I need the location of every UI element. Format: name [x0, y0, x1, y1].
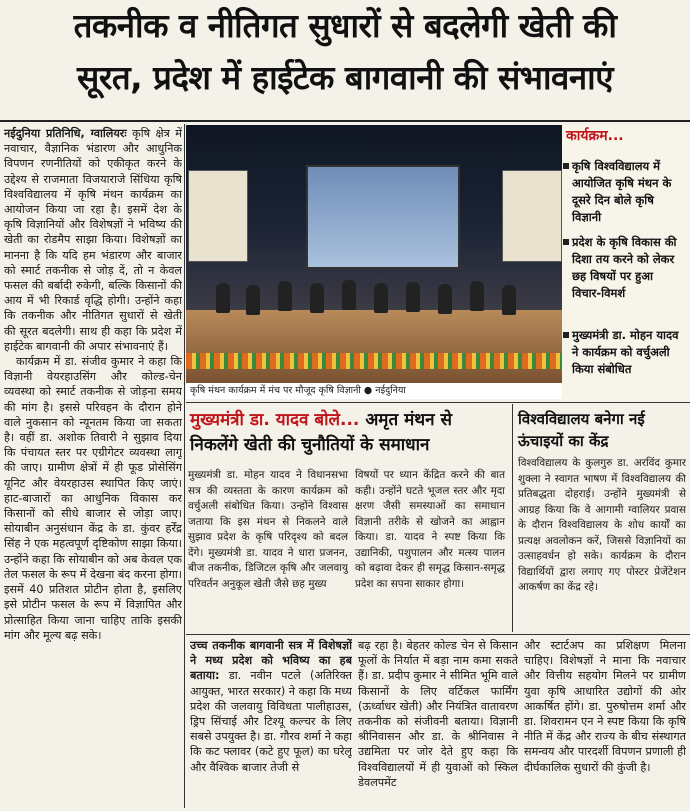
headline-line-1: तकनीक व नीतिगत सुधारों से बदलेगी खेती की	[73, 6, 617, 45]
section-rule	[186, 634, 690, 635]
stage-banner-right	[502, 170, 562, 262]
cm-story-col-1: मुख्यमंत्री डा. मोहन यादव ने विधानसभा सत्र की व्यस्तता के कारण कार्यक्रम को वर्चुअली संबोधित किया। उन्होंने विश्वास जताया कि इस मंथन से निकलने वाले सुझाव प्रदेश के कृषि परिदृश्य को बदल देंगे। मुख्यमंत्री डा. यादव ने धारा प्रजनन, बीज तकनीक, डिजिटल कृषि और जलवायु परिवर्तन अनुकूल खेती जैसे छह मुख्य	[188, 469, 348, 590]
cm-story-headline-line-2: निकलेंगे खेती की चुनौतियों के समाधान	[190, 435, 430, 455]
person	[278, 281, 292, 311]
person	[438, 284, 452, 314]
person	[502, 285, 516, 315]
headline-line-2: सूरत, प्रदेश में हाईटेक बागवानी की संभावनाएं	[77, 58, 613, 97]
univ-story-headline-line-2: ऊंचाइयों का केंद्र	[518, 432, 609, 450]
bottom-lead: उच्च तकनीक बागवानी सत्र में विशेषज्ञों ने मध्य प्रदेश को भविष्य का हब बताया:	[190, 639, 352, 683]
cm-story-col-2: विषयों पर ध्यान केंद्रित करने की बात कही। उन्होंने घटते भूजल स्तर और मृदा क्षरण जैसी समस्याओं का समाधान विज्ञानी तरीके से खोजने का आह्वान किया। डा. यादव ने स्पष्ट किया कि उद्यानिकी, पशुपालन और मत्स्य पालन को बढ़ावा देकर ही समृद्ध किसान-समृद्ध प्रदेश का सपना साकार होगा।	[355, 469, 505, 590]
column-divider	[184, 124, 185, 808]
bottom-col-2: बढ़ रहा है। बेहतर कोल्ड चेन से किसान फूलों के निर्यात में बड़ा नाम कमा सकते हैं। डा. प्रदीप कुमार ने सीमित भूमि वाले किसानों के लिए वर्टिकल फार्मिंग (ऊर्ध्वाधर खेती) और नियंत्रित वातावरण तकनीक को संजीवनी बताया। विज्ञानी श्रीनिवासन और डा. के श्रीनिवास ने उद्यमिता पर जोर देते हुए कहा कि विश्वविद्यालयों में ही युवाओं को स्किल डेवलपमेंट	[358, 639, 518, 789]
cm-story-headline-red: मुख्यमंत्री डा. यादव बोले...	[190, 410, 360, 430]
cm-story-headline	[190, 408, 506, 458]
person	[406, 282, 420, 312]
photo-caption-text: कृषि मंथन कार्यक्रम में मंच पर मौजूद कृषि विज्ञानी	[190, 385, 361, 396]
univ-story-headline	[518, 408, 688, 452]
person	[470, 281, 484, 311]
bottom-col-1-text: डा. नवीन पटले (अतिरिक्त आयुक्त, भारत सरकार) ने कहा कि मध्य प्रदेश की जलवायु विविधता पालीहाउस, ड्रिप सिंचाई और टिश्यू कल्चर के लिए सबसे उपयुक्त है। डा. गौरव शर्मा ने कहा कि कट फ्लावर (कटे हुए फूल) का घरेलू और वैश्विक बाजार तेजी से	[190, 669, 352, 774]
photo-credit: ● नईदुनिया	[363, 385, 406, 396]
univ-story-headline-line-1: विश्वविद्यालय बनेगा नई	[518, 410, 645, 428]
left-column	[4, 126, 182, 806]
stage-table	[186, 310, 562, 383]
person	[216, 283, 230, 313]
column-divider	[512, 404, 513, 632]
main-headline	[0, 0, 690, 122]
person	[310, 283, 324, 313]
byline: नईदुनिया प्रतिनिधि, ग्वालियरः	[4, 127, 127, 140]
headline-rule	[0, 120, 690, 122]
karyakram-item: कृषि विश्वविद्यालय में आयोजित कृषि मंथन के दूसरे दिन बोले कृषि विज्ञानी	[572, 158, 686, 226]
person	[342, 280, 356, 310]
karyakram-title: कार्यक्रम...	[566, 128, 624, 144]
photo-caption	[186, 383, 562, 399]
stage-banner-left	[188, 170, 248, 262]
univ-story-text: विश्वविद्यालय के कुलगुरु डा. अरविंद कुमार शुक्ला ने स्वागत भाषण में विश्वविद्यालय की प्रतिबद्धता दोहराई। उन्होंने मुख्यमंत्री से आग्रह किया कि वे आगामी ग्वालियर प्रवास के दौरान विश्वविद्यालय के शोध कार्यों का प्रत्यक्ष अवलोकन करें, जिससे विज्ञानियों का उत्साहवर्धन हो सके। कार्यक्रम के दौरान विद्यार्थियों द्वारा लगाए गए पोस्टर प्रेजेंटेशन आकर्षण का केंद्र रहे।	[518, 457, 686, 593]
cm-story-headline-rest: अमृत मंथन से	[365, 410, 452, 430]
person	[374, 283, 388, 313]
event-photo	[186, 125, 562, 383]
person	[246, 285, 260, 315]
flower-decoration	[186, 353, 562, 369]
bottom-col-1	[190, 638, 352, 808]
left-column-para-2: कार्यक्रम में डा. संजीव कुमार ने कहा कि विज्ञानी वेयरहाउसिंग और कोल्ड-चेन व्यवस्था को स्मार्ट तकनीक से जोड़ना समय की मांग है। इससे परिवहन के दौरान होने वाले नुकसान को न्यूनतम किया जा सकता है। वहीं डा. अशोक तिवारी ने सुझाव दिया कि पंचायत स्तर पर एग्रीगेटर व्यवस्था लागू की जाए। ग्रामीण क्षेत्रों में ही फूड प्रोसेसिंग यूनिट और वेयरहाउस स्थापित किए जाएं। हाट-बाजारों का आधुनिक विकास कर किसानों को सीधे बाजार से जोड़ा जाए। सोयाबीन अनुसंधान केंद्र के डा. कुंवर हर्रेंद्र सिंह ने एक महत्वपूर्ण दृष्टिकोण साझा किया। उन्होंने कहा कि सोयाबीन को अब केवल एक तेल फसल के रूप में देखना बंद करना होगा। इसमें 40 प्रतिशत प्रोटीन होता है, इसलिए इसे प्रोटीन फसल के रूप में विज्ञापित और प्रोत्साहित किया जाना चाहिए ताकि इसकी मांग और मूल्य बढ़ सके।	[4, 355, 182, 642]
left-column-text: कृषि क्षेत्र में नवाचार, वैज्ञानिक भंडारण और आधुनिक विपणन रणनीतियों को एकीकृत करने के उद्देश्य से राजमाता विजयाराजे सिंधिया कृषि विश्वविद्यालय में कृषि मंथन कार्यक्रम का आयोजन किया जा रहा है। इसमें देश के कृषि विज्ञानियों और विशेषज्ञों ने भविष्य की खेती का रोडमैप साझा किया। विशेषज्ञों का मानना है कि यदि हम भंडारण और बाजार को स्मार्ट तकनीक से जोड़ दें, तो न केवल फसल की बर्बादी रुकेगी, बल्कि किसानों की आय में भी रिकार्ड वृद्धि होगी। उन्होंने कहा कि तकनीक और नीतिगत सुधारों से खेती की सूरत बदलेगी। साथ ही कहा कि प्रदेश में हाईटेक बागवानी की अपार संभावनाएं हैं।	[4, 127, 182, 353]
bottom-col-3: और स्टार्टअप का प्रशिक्षण मिलना चाहिए। विशेषज्ञों ने माना कि नवाचार और वित्तीय सहयोग मिलने पर ग्रामीण युवा कृषि आधारित उद्योगों की ओर आकर्षित होंगे। डा. पुरुषोत्तम शर्मा और डा. शिवरामन एन ने स्पष्ट किया कि कृषि नीति में केंद्र और राज्य के बीच संस्थागत समन्वय और पारदर्शी विपणन प्रणाली ही दीर्घकालिक सुधारों की कुंजी है।	[524, 639, 686, 774]
stage-screen	[306, 165, 460, 269]
left-column-para-1	[4, 126, 182, 354]
section-rule	[186, 402, 690, 403]
karyakram-item: प्रदेश के कृषि विकास की दिशा तय करने को लेकर छह विषयों पर हुआ विचार-विमर्श	[572, 234, 686, 302]
karyakram-item: मुख्यमंत्री डा. मोहन यादव ने कार्यक्रम को वर्चुअली किया संबोधित	[572, 327, 686, 378]
